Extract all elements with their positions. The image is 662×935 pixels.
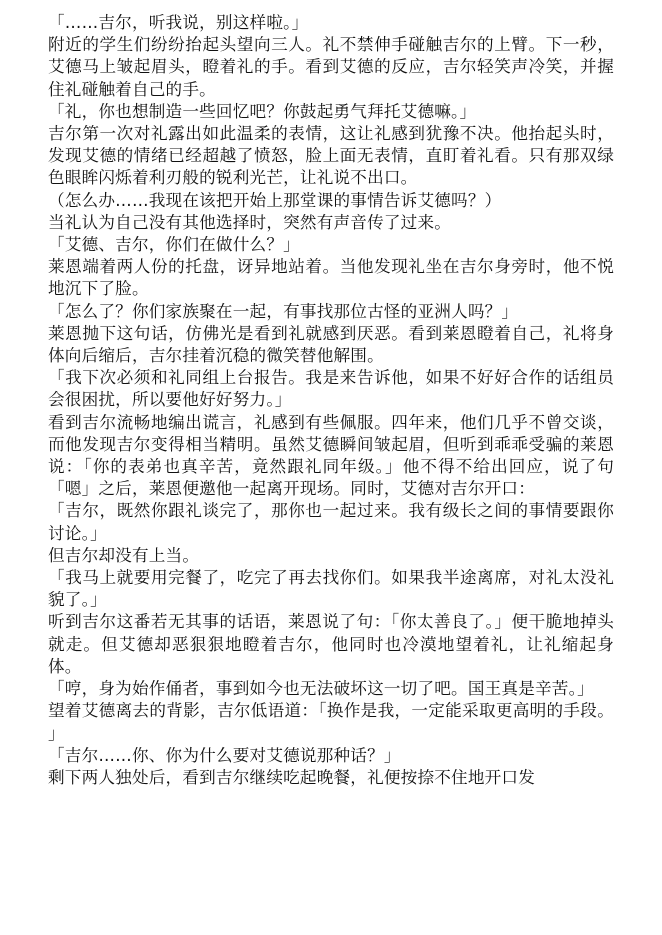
- paragraph-11: 「我下次必须和礼同组上台报告。我是来告诉他，如果不好好合作的话组员会很困扰，所以要他好好努力。」: [48, 368, 614, 410]
- paragraph-18: 望着艾德离去的背影，吉尔低语道：「换作是我，一定能采取更高明的手段。 」: [48, 701, 614, 743]
- paragraph-3: 「礼，你也想制造一些回忆吧？你鼓起勇气拜托艾德嘛。」: [48, 101, 477, 121]
- paragraph-19: 「吉尔……你、你为什么要对艾德说那种话？」: [48, 745, 401, 765]
- document-page: [48, 12, 614, 789]
- paragraph-6: 当礼认为自己没有其他选择时，突然有声音传了过来。: [48, 212, 452, 232]
- paragraph-12: 看到吉尔流畅地编出谎言，礼感到有些佩服。四年来，他们几乎不曾交谈，而他发现吉尔变得相当精明。虽然艾德瞬间皱起眉，但听到乖乖受骗的莱恩说：「你的表弟也真辛苦，竟然跟礼同年级。」他不得不给出回应，说了句「嗯」之后，莱恩便邀他一起离开现场。同时，艾德对吉尔开口：: [48, 412, 614, 499]
- paragraph-17: 「哼，身为始作俑者，事到如今也无法破坏这一切了吧。国王真是辛苦。」: [48, 679, 594, 699]
- paragraph-4: 吉尔第一次对礼露出如此温柔的表情，这让礼感到犹豫不决。他抬起头时，发现艾德的情绪已经超越了愤怒，脸上面无表情，直盯着礼看。只有那双绿色眼眸闪烁着利刃般的锐利光芒，让礼说不出口。: [48, 124, 614, 188]
- paragraph-9: 「怎么了？你们家族聚在一起，有事找那位古怪的亚洲人吗？」: [48, 301, 519, 321]
- paragraph-13: 「吉尔，既然你跟礼谈完了，那你也一起过来。我有级长之间的事情要跟你讨论。」: [48, 501, 614, 543]
- paragraph-10: 莱恩抛下这句话，仿佛光是看到礼就感到厌恶。看到莱恩瞪着自己，礼将身体向后缩后，吉尔挂着沉稳的微笑替他解围。: [48, 323, 614, 366]
- paragraph-1: 「……吉尔，听我说，别这样啦。」: [48, 13, 309, 32]
- paragraph-16: 听到吉尔这番若无其事的话语，莱恩说了句：「你太善良了。」便干脆地掉头就走。但艾德却恶狠狠地瞪着吉尔，他同时也冷漠地望着礼，让礼缩起身体。: [48, 612, 614, 676]
- paragraph-15: 「我马上就要用完餐了，吃完了再去找你们。如果我半途离席，对礼太没礼貌了。」: [48, 568, 614, 610]
- paragraph-5: （怎么办……我现在该把开始上那堂课的事情告诉艾德吗？）: [48, 190, 502, 210]
- paragraph-7: 「艾德、吉尔，你们在做什么？」: [48, 235, 300, 255]
- paragraph-2: 附近的学生们纷纷抬起头望向三人。礼不禁伸手碰触吉尔的上臂。下一秒，艾德马上皱起眉头，瞪着礼的手。看到艾德的反应，吉尔轻笑声冷笑，并握住礼碰触着自己的手。: [48, 35, 614, 99]
- paragraph-20: 剩下两人独处后，看到吉尔继续吃起晚餐，礼便按捺不住地开口发: [48, 767, 536, 787]
- paragraph-14: 但吉尔却没有上当。: [48, 545, 200, 565]
- paragraph-8: 莱恩端着两人份的托盘，讶异地站着。当他发现礼坐在吉尔身旁时，他不悦地沉下了脸。: [48, 257, 614, 299]
